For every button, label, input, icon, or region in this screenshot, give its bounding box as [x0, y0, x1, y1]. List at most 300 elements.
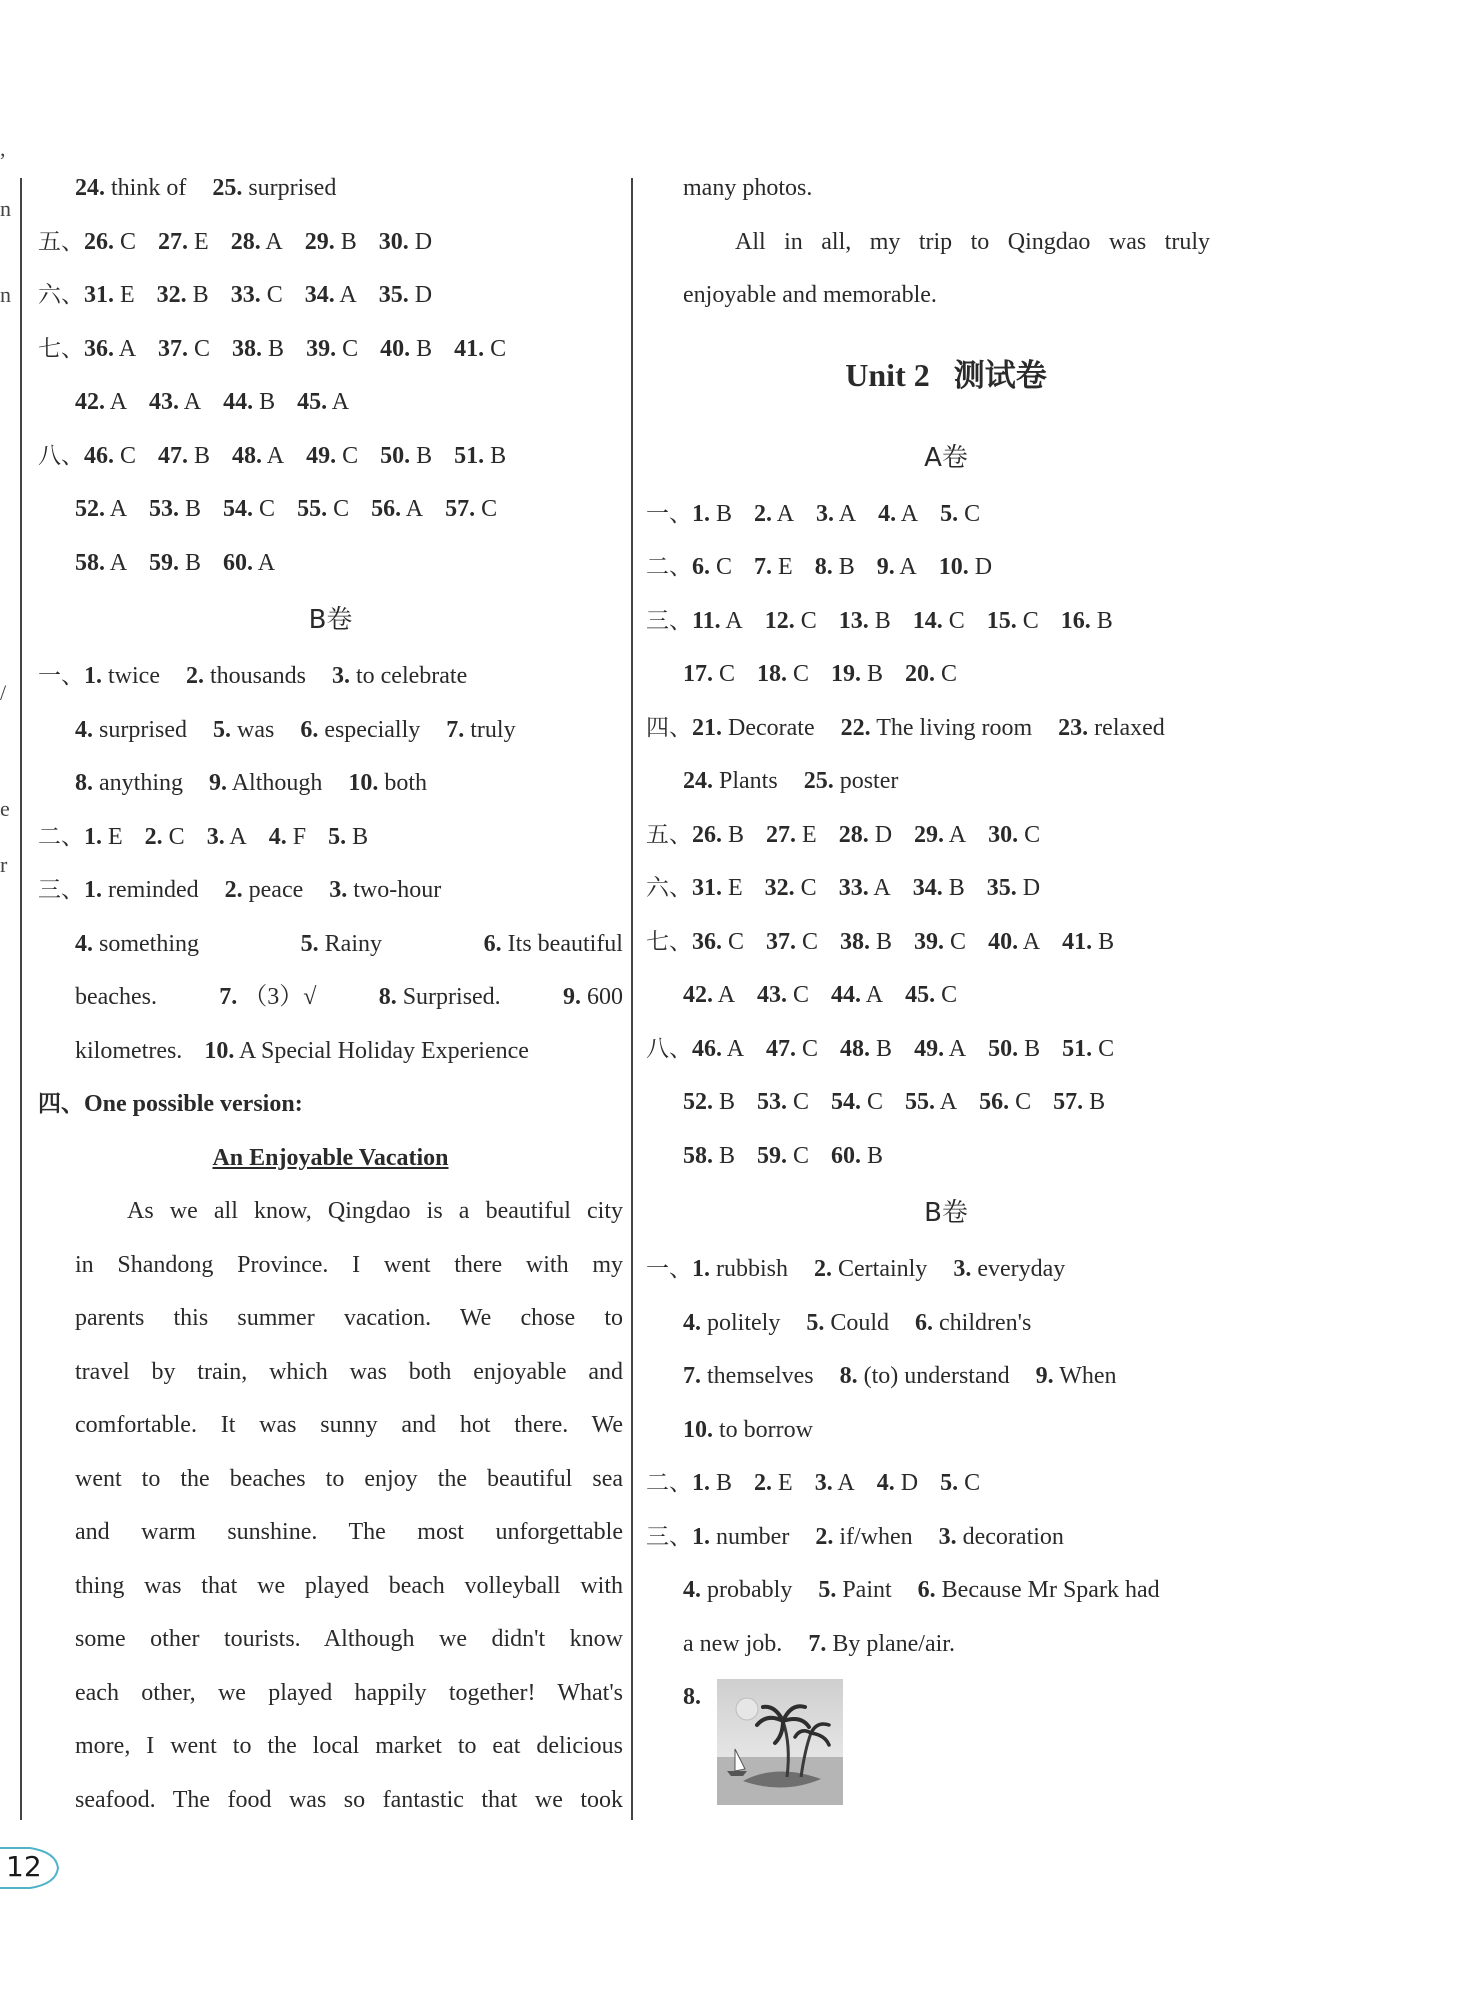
right-b-answers: [646, 1243, 1246, 1671]
answer-item: [806, 1297, 889, 1351]
section-prefix: 五、: [646, 821, 692, 848]
answer-line: [646, 1404, 1246, 1458]
item-number: 6.: [915, 1309, 934, 1336]
item-number: 3.: [206, 823, 225, 850]
item-number: 8.: [814, 554, 833, 580]
item-number: 43.: [757, 982, 788, 1008]
answer-item: [454, 323, 506, 377]
answer-line: [646, 1350, 1246, 1404]
item-number: 10.: [348, 770, 379, 796]
item-number: 47.: [766, 1035, 797, 1062]
item-number: 4.: [876, 1470, 895, 1496]
answer-line: [646, 862, 1246, 916]
answer-item: [757, 648, 809, 702]
answer-text: A: [1022, 928, 1041, 955]
answer-text: themselves: [707, 1363, 814, 1389]
section-prefix: 二、: [646, 1470, 692, 1496]
item-number: 8.: [75, 770, 93, 796]
answer-text: A: [109, 549, 128, 576]
answer-text: B: [716, 500, 733, 527]
item-number: 41.: [1062, 928, 1093, 955]
answer-text: C: [490, 335, 507, 362]
item-number: 26.: [84, 228, 114, 255]
item-number: 42.: [683, 982, 713, 1008]
answer-text: two-hour: [353, 877, 442, 903]
answer-text: B: [1089, 1089, 1106, 1115]
item-number: 5.: [300, 930, 319, 957]
answer-item: [939, 1511, 1064, 1565]
answer-item: [692, 1243, 788, 1297]
answer-text: B: [876, 928, 893, 955]
answer-text: A: [109, 496, 128, 522]
answer-item: [348, 757, 427, 811]
item-number: 38.: [232, 335, 263, 362]
item-number: 35.: [378, 282, 409, 308]
answer-text: C: [964, 500, 981, 527]
answer-item: [765, 595, 817, 649]
item-number: 7.: [808, 1630, 827, 1657]
answer-item: [445, 483, 497, 537]
answer-item: [987, 862, 1040, 916]
item-number: 46.: [84, 442, 114, 469]
item-number: 7.: [219, 984, 238, 1010]
answer-line: [646, 1076, 1246, 1130]
answer-item: [145, 811, 185, 865]
section-prefix: 一、: [38, 663, 84, 689]
answer-text: A: [939, 1089, 958, 1115]
answer-text: C: [1015, 1089, 1032, 1115]
answer-text: to celebrate: [355, 663, 468, 689]
item-number: 36.: [84, 335, 114, 362]
answer-item: [683, 1618, 782, 1672]
item-number: 7.: [446, 716, 465, 743]
answer-item: [757, 1076, 809, 1130]
answer-text: B: [185, 496, 202, 522]
item-number: 1.: [692, 1470, 710, 1496]
item-number: 25.: [803, 768, 834, 794]
answer-text: anything: [99, 770, 183, 796]
answer-text: B: [874, 607, 891, 634]
item-number: 13.: [838, 607, 869, 634]
item-number: 45.: [905, 982, 936, 1008]
answer-item: [905, 1076, 957, 1130]
answer-item: [297, 483, 349, 537]
answer-item: [939, 541, 992, 595]
answer-line: [38, 864, 623, 918]
answer-item: [815, 1457, 855, 1511]
answer-item: [75, 483, 127, 537]
section-b-heading: B卷: [308, 605, 353, 635]
answer-line: [38, 430, 623, 484]
item-number: 30.: [988, 821, 1019, 848]
item-number: 59.: [149, 549, 180, 576]
section-a-heading: A卷: [924, 442, 968, 473]
item-number: 20.: [905, 661, 936, 687]
essay-line: went to the beaches to enjoy the beautiful sea: [75, 1465, 623, 1492]
item-number: 4.: [75, 716, 93, 743]
answer-item: [75, 162, 186, 216]
answer-item: [75, 757, 183, 811]
answer-line: [38, 269, 623, 323]
answer-item: [223, 483, 275, 537]
answer-item: [914, 916, 966, 970]
answer-line: [38, 650, 623, 704]
answer-text: D: [414, 228, 433, 255]
item-number: 9.: [562, 984, 581, 1010]
answer-line: [646, 648, 1246, 702]
answer-item: [329, 864, 441, 918]
essay-line: As we all know, Qingdao is a beautiful city: [127, 1198, 623, 1224]
essay-line: parents this summer vacation. We chose to: [75, 1305, 623, 1331]
answer-text: D: [414, 282, 433, 308]
palm-island-illustration: [717, 1679, 843, 1805]
answer-item: [840, 1350, 1010, 1404]
answer-item: [913, 862, 965, 916]
answer-item: [223, 376, 275, 430]
item-number: 10.: [938, 554, 969, 580]
answer-item: [225, 864, 304, 918]
answer-item: [905, 648, 957, 702]
answer-text: B: [867, 661, 884, 687]
section-prefix: 二、: [646, 554, 692, 580]
answer-text: A: [339, 282, 357, 308]
item-number: 39.: [306, 335, 337, 362]
answer-item: [204, 1025, 529, 1079]
answer-text: A: [118, 335, 137, 362]
answer-text: C: [342, 335, 359, 362]
answer-text: D: [900, 1470, 919, 1496]
answer-text: C: [716, 554, 733, 580]
item-number: 14.: [912, 607, 943, 634]
section-prefix: 六、: [646, 875, 692, 901]
answer-item: [988, 1023, 1040, 1077]
answer-text: A: [266, 442, 285, 469]
answer-text: C: [793, 1142, 810, 1169]
answer-line: [38, 376, 623, 430]
answer-item: [766, 916, 818, 970]
answer-line: [646, 1023, 1246, 1077]
answer-item: [683, 1350, 814, 1404]
answer-text: think of: [111, 175, 187, 201]
item-number: 29.: [914, 821, 945, 848]
answer-item: [692, 541, 732, 595]
edge-char: n: [0, 282, 11, 307]
answer-text: something: [99, 930, 199, 957]
item-number: 46.: [692, 1035, 722, 1062]
answer-text: B: [876, 1035, 893, 1062]
column-divider: [631, 178, 633, 1820]
item-number: 54.: [223, 496, 254, 522]
section-prefix: 六、: [38, 282, 84, 308]
section-prefix: 八、: [38, 442, 84, 469]
unit-title-en: Unit 2: [845, 356, 930, 393]
answer-line: [646, 1618, 1246, 1672]
item-number: 6.: [483, 930, 502, 957]
answer-text: When: [1059, 1363, 1117, 1389]
edge-line: [20, 178, 22, 1820]
item-number: 54.: [831, 1089, 862, 1115]
answer-text: reminded: [108, 877, 199, 903]
item-number: 2.: [144, 823, 163, 850]
answer-item: [766, 1023, 818, 1077]
item-number: 27.: [766, 821, 797, 848]
answer-item: [840, 916, 892, 970]
answer-text: C: [120, 442, 137, 469]
answer-item: [332, 650, 467, 704]
edge-char: /: [0, 680, 7, 705]
answer-text: B: [490, 442, 507, 469]
answer-text: politely: [707, 1309, 781, 1336]
writing-section-heading: [38, 1078, 623, 1132]
answer-text: D: [974, 554, 993, 580]
answer-item: [328, 811, 368, 865]
answer-text: D: [1022, 875, 1041, 901]
item-number: 3.: [953, 1256, 972, 1282]
unit-title-cn: 测试卷: [953, 357, 1047, 394]
answer-item: [158, 216, 209, 270]
section-prefix: 三、: [38, 877, 84, 903]
answer-item: [371, 483, 423, 537]
answer-text: kilometres.: [75, 1037, 183, 1064]
essay-line: many photos.: [683, 175, 813, 201]
item-number: 15.: [986, 607, 1017, 634]
item-number: 25.: [212, 175, 243, 201]
answer-text: B: [192, 282, 209, 308]
answer-line: [38, 537, 623, 591]
answer-item: [75, 918, 199, 972]
item-number: 2.: [224, 877, 243, 903]
answer-text: Could: [830, 1309, 890, 1336]
answer-item: [683, 1130, 735, 1184]
answer-item: [305, 269, 357, 323]
item-number: 3.: [329, 877, 348, 903]
answer-item: [84, 216, 136, 270]
answer-text: B: [185, 549, 202, 576]
left-san-continuation: [38, 918, 623, 1079]
item-number: 8.: [378, 984, 397, 1010]
answer-item: [1062, 916, 1114, 970]
answer-line: [38, 757, 623, 811]
answer-text: B: [719, 1142, 736, 1169]
answer-item: [149, 376, 201, 430]
item-number: 45.: [297, 389, 328, 415]
answer-text: B: [867, 1142, 884, 1169]
answer-line: [646, 1297, 1246, 1351]
answer-line: [646, 809, 1246, 863]
answer-text: E: [108, 823, 123, 850]
answer-line: [38, 483, 623, 537]
answer-item: [231, 269, 283, 323]
answer-line: [646, 595, 1246, 649]
answer-item: [454, 430, 506, 484]
answer-item: [831, 969, 883, 1023]
item-number: 27.: [158, 228, 189, 255]
answer-text: （3）√: [243, 984, 317, 1010]
answer-text: C: [168, 823, 185, 850]
item-number: 5.: [328, 823, 347, 850]
answer-item: [692, 702, 815, 756]
answer-text: (to) understand: [863, 1363, 1010, 1389]
item-number: 7.: [683, 1363, 701, 1389]
answer-text: twice: [108, 663, 160, 689]
item-number: 10.: [683, 1416, 713, 1443]
item-number: 42.: [75, 389, 105, 415]
answer-text: if/when: [839, 1523, 913, 1550]
item-number: 44.: [831, 982, 862, 1008]
item-number: 1.: [84, 663, 102, 689]
answer-text: A: [899, 554, 917, 580]
essay-line: All in all, my trip to Qingdao was truly: [735, 228, 1210, 255]
item-number: 50.: [380, 442, 411, 469]
item-number: 2.: [814, 1256, 832, 1282]
item-number: 51.: [454, 442, 485, 469]
answer-text: A: [948, 1035, 967, 1062]
answer-line: [646, 488, 1246, 542]
section-b-heading: B卷: [924, 1198, 968, 1228]
item-number: 57.: [445, 496, 476, 522]
item-number: 33.: [838, 875, 869, 901]
answer-text: relaxed: [1094, 714, 1165, 741]
answer-text: C: [793, 1089, 810, 1115]
answer-item: [914, 809, 966, 863]
answer-line: [646, 1130, 1246, 1184]
item-number: 60.: [831, 1142, 862, 1169]
essay-line: in Shandong Province. I went there with my: [75, 1251, 623, 1278]
item-number: 53.: [149, 496, 180, 522]
section-prefix: 四、: [646, 714, 692, 741]
answer-text: a new job.: [683, 1630, 783, 1657]
answer-item: [158, 323, 210, 377]
item-number: 48.: [232, 442, 263, 469]
answer-line: [38, 216, 623, 270]
item-number: 5.: [940, 1470, 959, 1496]
left-top-answers: [38, 162, 623, 590]
item-number: 10.: [204, 1037, 235, 1064]
answer-item: [1053, 1076, 1105, 1130]
item-number: 4.: [268, 823, 287, 850]
writing-label: One possible version:: [84, 1091, 303, 1117]
item-number: 28.: [838, 821, 869, 848]
item-number: 51.: [1062, 1035, 1093, 1062]
answer-item: [818, 1564, 891, 1618]
item-number: 28.: [230, 228, 261, 255]
item-number: 21.: [692, 714, 722, 741]
answer-item: [84, 323, 136, 377]
answer-item: [149, 483, 201, 537]
section-prefix: 七、: [38, 335, 84, 362]
item-number: 50.: [988, 1035, 1019, 1062]
answer-item: [692, 595, 743, 649]
answer-item: [754, 541, 793, 595]
item-number: 48.: [840, 1035, 871, 1062]
answer-item: [75, 537, 127, 591]
answer-text: C: [481, 496, 498, 522]
answer-item: [306, 430, 358, 484]
answer-text: By plane/air.: [832, 1630, 955, 1657]
section-prefix: 二、: [38, 823, 84, 850]
item-number: 3.: [331, 663, 350, 689]
answer-text: C: [800, 875, 817, 901]
essay-line: more, I went to the local market to eat delicious: [75, 1733, 623, 1759]
answer-item: [878, 488, 918, 542]
section-prefix: 八、: [646, 1035, 692, 1062]
answer-line: [646, 1457, 1246, 1511]
answer-line: [38, 1025, 623, 1079]
answer-item: [84, 864, 199, 918]
answer-text: was: [236, 716, 275, 743]
answer-text: A: [873, 875, 891, 901]
answer-item: [446, 704, 515, 758]
answer-item: [988, 809, 1040, 863]
island-picture: [717, 1679, 843, 1826]
answer-text: Rainy: [324, 930, 382, 957]
item-number: 22.: [840, 714, 871, 741]
answer-text: A: [837, 1470, 855, 1496]
section-prefix: 一、: [646, 1256, 692, 1282]
item-number: 35.: [986, 875, 1017, 901]
answer-line: [646, 969, 1246, 1023]
item-number: 9.: [1035, 1363, 1054, 1389]
answer-item: [297, 376, 349, 430]
answer-line: [38, 811, 623, 865]
item-number: 5.: [818, 1577, 837, 1603]
answer-item: [988, 916, 1040, 970]
item-number: 6.: [692, 554, 710, 580]
item-number: 4.: [878, 500, 897, 527]
item-number: 36.: [692, 928, 722, 955]
answer-item: [75, 376, 127, 430]
item-number: 4.: [683, 1577, 701, 1603]
item-number: 31.: [692, 875, 722, 901]
edge-char: e: [0, 796, 10, 821]
answer-text: beaches.: [75, 984, 157, 1010]
edge-char: ,: [0, 136, 6, 161]
essay-line: seafood. The food was so fantastic that we took: [75, 1786, 623, 1813]
answer-item: [305, 216, 357, 270]
answer-item: [839, 595, 891, 649]
item-number: 53.: [757, 1089, 788, 1115]
answer-text: C: [259, 496, 276, 522]
answer-text: Paint: [842, 1577, 892, 1603]
answer-text: B: [268, 335, 285, 362]
answer-item: [84, 650, 160, 704]
answer-item: [683, 1404, 813, 1458]
item-number: 8.: [683, 1684, 701, 1710]
answer-item: [953, 1243, 1065, 1297]
answer-text: B: [719, 1089, 736, 1115]
section-prefix: 一、: [646, 500, 692, 527]
answer-item: [219, 971, 316, 1025]
item-number: 56.: [371, 496, 402, 522]
item-number: 37.: [158, 335, 189, 362]
answer-item: [379, 269, 432, 323]
item-number: 38.: [840, 928, 871, 955]
item-number: 26.: [692, 821, 722, 848]
item-number: 9.: [209, 770, 227, 796]
answer-text: C: [120, 228, 137, 255]
answer-text: everyday: [977, 1256, 1066, 1282]
answer-item: [831, 1076, 883, 1130]
answer-text: C: [867, 1089, 884, 1115]
answer-line: [646, 1511, 1246, 1565]
answer-text: B: [259, 389, 276, 415]
answer-item: [1061, 595, 1113, 649]
left-column: [38, 162, 623, 1827]
item-number: 29.: [304, 228, 335, 255]
answer-text: surprised: [248, 175, 337, 201]
answer-item: [84, 430, 136, 484]
item-number: 24.: [683, 768, 713, 794]
